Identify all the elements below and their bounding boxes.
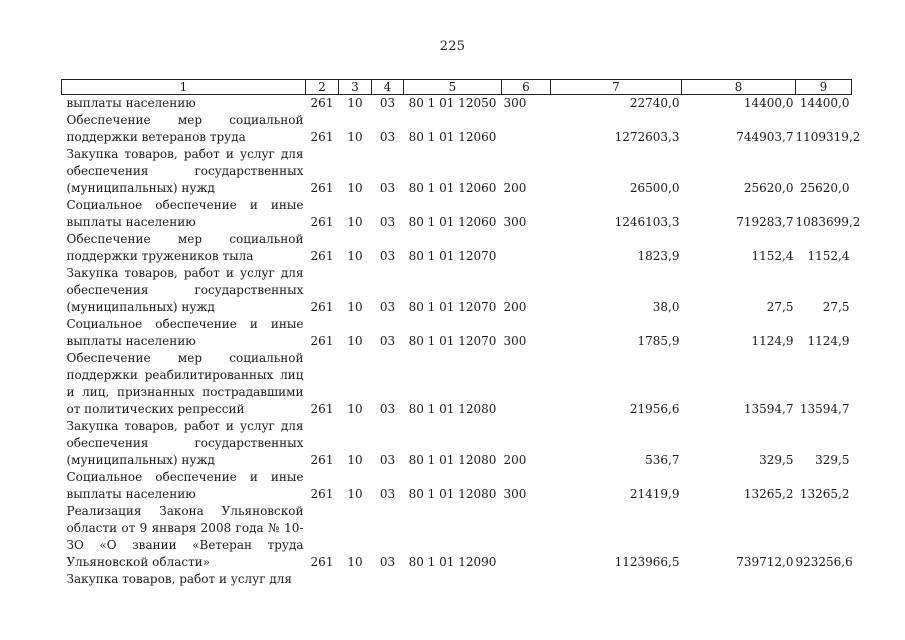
target-article-code: 80 1 01 12090: [408, 555, 497, 569]
item-name: Реализация Закона Ульяновской области от 9 января 2008 года № 10-ЗО «О звании «Ветеран труда Ульяновской области»: [66, 504, 304, 569]
expense-type-code: [502, 503, 551, 571]
amount-col-9: 329,5: [815, 453, 850, 467]
subsection-code: 03: [379, 487, 396, 501]
amount-col-8: 1152,4: [751, 249, 794, 263]
target-article-code: 80 1 01 12070: [408, 249, 497, 263]
table-row: [62, 112, 852, 146]
table-row: [62, 265, 852, 316]
admin-code: 261: [310, 130, 334, 144]
amount-col-8: [682, 571, 796, 588]
section-code: 10: [347, 300, 363, 314]
expense-type-code: 200: [503, 453, 527, 467]
target-article-code: 80 1 01 12080: [408, 402, 497, 416]
target-article-code: 80 1 01 12060: [408, 181, 497, 195]
amount-col-7: 1246103,3: [614, 215, 680, 229]
section-code: 10: [347, 402, 363, 416]
budget-table: [61, 79, 861, 588]
table-row: [62, 316, 852, 350]
section-code: 10: [347, 334, 363, 348]
admin-code: 261: [310, 555, 334, 569]
amount-col-7: 22740,0: [629, 96, 680, 110]
amount-col-9: 13594,7: [799, 402, 850, 416]
admin-code: [306, 571, 339, 588]
item-name: Закупка товаров, работ и услуг для обеспечения государственных (муниципальных) нужд: [66, 266, 304, 314]
table-body: [62, 95, 861, 589]
table-row: [62, 503, 852, 571]
admin-code: 261: [310, 215, 334, 229]
amount-col-9: 1109319,2: [795, 130, 861, 144]
expense-type-code: [502, 571, 551, 588]
subsection-code: 03: [379, 402, 396, 416]
amount-col-8: 14400,0: [743, 96, 794, 110]
expense-type-code: 300: [503, 487, 527, 501]
amount-col-9: 25620,0: [799, 181, 850, 195]
section-code: 10: [347, 215, 363, 229]
expense-type-code: 300: [503, 334, 527, 348]
subsection-code: [372, 571, 404, 588]
admin-code: 261: [310, 453, 334, 467]
amount-col-8: 25620,0: [743, 181, 794, 195]
amount-col-8: 744903,7: [736, 130, 794, 144]
page-number: 225: [439, 39, 466, 54]
subsection-code: 03: [379, 249, 396, 263]
header-cell-6: 6: [502, 80, 551, 95]
admin-code: 261: [310, 181, 334, 195]
admin-code: 261: [310, 249, 334, 263]
admin-code: 261: [310, 487, 334, 501]
target-article-code: 80 1 01 12070: [408, 334, 497, 348]
target-article-code: 80 1 01 12060: [408, 130, 497, 144]
item-name: Обеспечение мер социальной поддержки реабилитированных лиц и лиц, признанных пострадавшими от политических репрессий: [66, 351, 304, 416]
item-name: Обеспечение мер социальной поддержки тружеников тыла: [66, 232, 304, 263]
table-row: [62, 231, 852, 265]
header-cell-1: 1: [62, 80, 306, 95]
amount-col-7: 21956,6: [629, 402, 680, 416]
amount-col-9: 13265,2: [799, 487, 850, 501]
table-row: [62, 197, 852, 231]
subsection-code: 03: [379, 181, 396, 195]
section-code: 10: [347, 130, 363, 144]
amount-col-8: 13594,7: [743, 402, 794, 416]
amount-col-7: 26500,0: [629, 181, 680, 195]
amount-col-9: 14400,0: [799, 96, 850, 110]
amount-col-9: 1152,4: [807, 249, 850, 263]
subsection-code: 03: [379, 334, 396, 348]
amount-col-7: [551, 571, 682, 588]
amount-col-9: 1083699,2: [795, 215, 861, 229]
subsection-code: 03: [379, 555, 396, 569]
expense-type-code: [502, 112, 551, 146]
item-name: Закупка товаров, работ и услуг для обеспечения государственных (муниципальных) нужд: [66, 419, 304, 467]
admin-code: 261: [310, 334, 334, 348]
admin-code: 261: [310, 96, 334, 110]
amount-col-8: 27,5: [766, 300, 794, 314]
item-name: Социальное обеспечение и иные выплаты населению: [66, 198, 304, 229]
header-cell-5: 5: [404, 80, 502, 95]
section-code: [339, 571, 372, 588]
amount-col-8: 1124,9: [751, 334, 794, 348]
target-article-code: 80 1 01 12070: [408, 300, 497, 314]
table-row: [62, 571, 852, 588]
expense-type-code: 300: [503, 96, 527, 110]
table-row: [62, 418, 852, 469]
target-article-code: [404, 571, 502, 588]
item-name: выплаты населению: [66, 96, 196, 110]
target-article-code: 80 1 01 12080: [408, 487, 497, 501]
amount-col-8: 329,5: [759, 453, 794, 467]
table-row: [62, 469, 852, 503]
section-code: 10: [347, 487, 363, 501]
amount-col-7: 1272603,3: [614, 130, 680, 144]
item-name: Закупка товаров, работ и услуг для обеспечения государственных (муниципальных) нужд: [66, 147, 304, 195]
subsection-code: 03: [379, 300, 396, 314]
amount-col-7: 1823,9: [637, 249, 680, 263]
header-cell-8: 8: [682, 80, 796, 95]
item-name: Социальное обеспечение и иные выплаты населению: [66, 470, 304, 501]
amount-col-9: 1124,9: [807, 334, 850, 348]
admin-code: 261: [310, 402, 334, 416]
amount-col-7: 21419,9: [629, 487, 680, 501]
target-article-code: 80 1 01 12080: [408, 453, 497, 467]
subsection-code: 03: [379, 453, 396, 467]
header-cell-7: 7: [551, 80, 682, 95]
item-name: Закупка товаров, работ и услуг для: [66, 572, 292, 586]
expense-type-code: [502, 350, 551, 418]
amount-col-7: 1123966,5: [614, 555, 680, 569]
header-cell-4: 4: [372, 80, 404, 95]
amount-col-8: 739712,0: [736, 555, 794, 569]
header-cell-2: 2: [306, 80, 339, 95]
table-row: [62, 350, 852, 418]
amount-col-7: 536,7: [645, 453, 680, 467]
header-cell-9: 9: [796, 80, 852, 95]
expense-type-code: 200: [503, 300, 527, 314]
section-code: 10: [347, 555, 363, 569]
subsection-code: 03: [379, 96, 396, 110]
section-code: 10: [347, 453, 363, 467]
amount-col-7: 1785,9: [637, 334, 680, 348]
expense-type-code: [502, 231, 551, 265]
expense-type-code: 200: [503, 181, 527, 195]
item-name: Обеспечение мер социальной поддержки ветеранов труда: [66, 113, 304, 144]
table-row: [62, 146, 852, 197]
section-code: 10: [347, 249, 363, 263]
header-row: [62, 80, 852, 95]
amount-col-9: 923256,6: [795, 555, 853, 569]
amount-col-8: 13265,2: [743, 487, 794, 501]
section-code: 10: [347, 181, 363, 195]
amount-col-8: 719283,7: [736, 215, 794, 229]
amount-col-9: [796, 571, 852, 588]
target-article-code: 80 1 01 12050: [408, 96, 497, 110]
subsection-code: 03: [379, 130, 396, 144]
section-code: 10: [347, 96, 363, 110]
amount-col-7: 38,0: [652, 300, 680, 314]
subsection-code: 03: [379, 215, 396, 229]
target-article-code: 80 1 01 12060: [408, 215, 497, 229]
expense-type-code: 300: [503, 215, 527, 229]
item-name: Социальное обеспечение и иные выплаты населению: [66, 317, 304, 348]
table-row: [62, 95, 852, 113]
admin-code: 261: [310, 300, 334, 314]
amount-col-9: 27,5: [822, 300, 850, 314]
header-cell-3: 3: [339, 80, 372, 95]
